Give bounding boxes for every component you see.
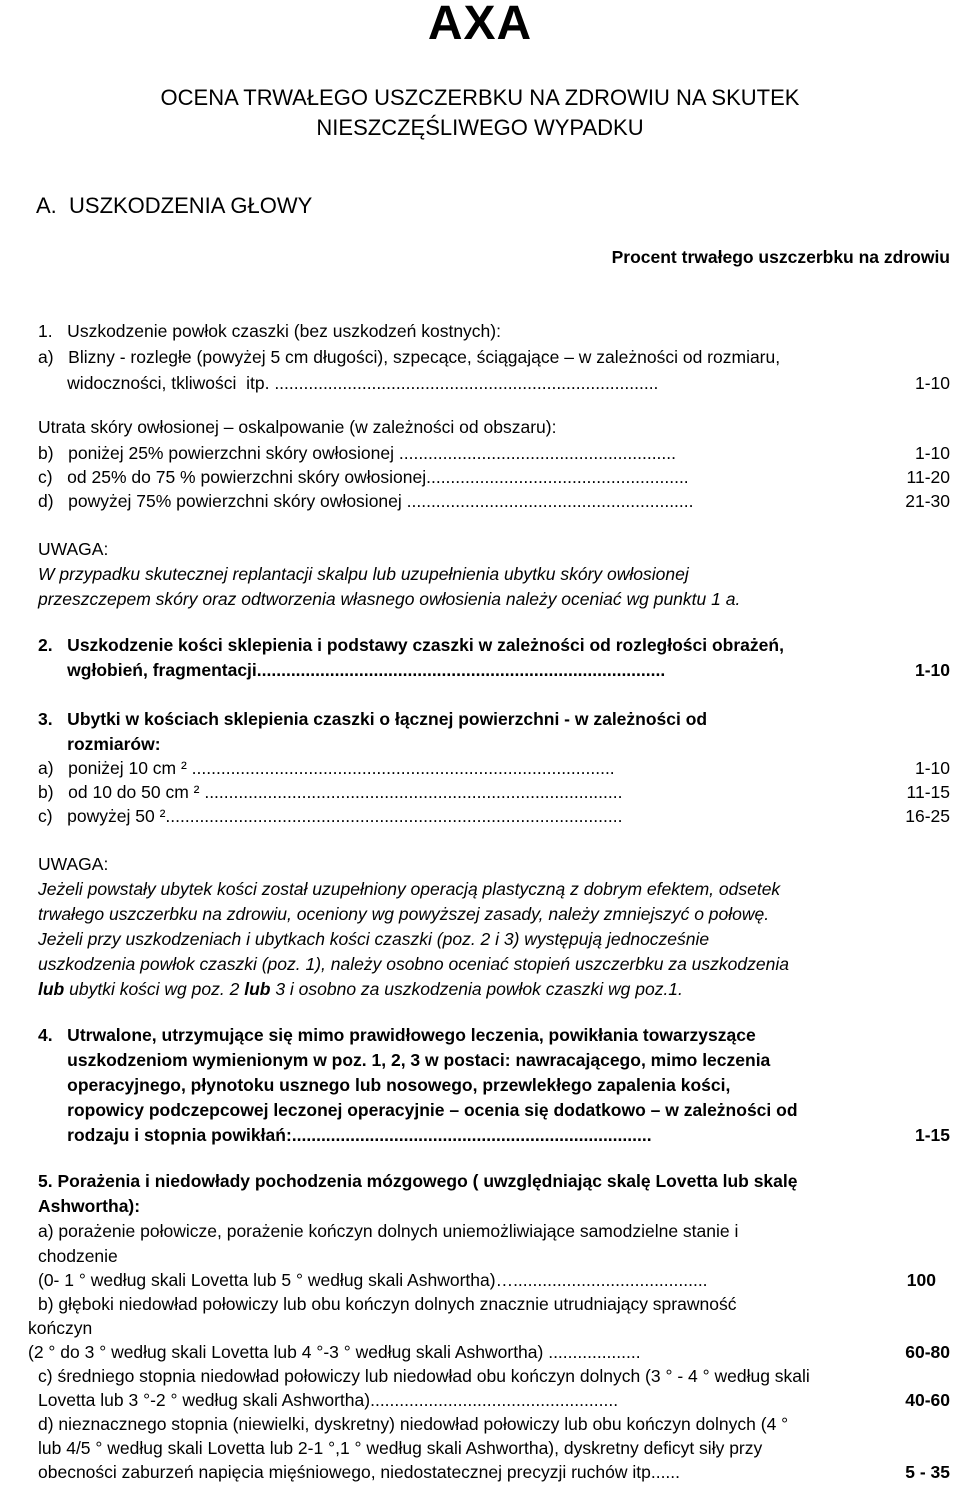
- item5-a-line1: a) porażenie połowicze, porażenie kończyn dolnych uniemożliwiające samodzielne stanie i: [38, 1221, 739, 1241]
- item1-b-text: b) poniżej 25% powierzchni skóry owłosionej .........................................................: [38, 443, 677, 463]
- item5-c-value: 40-60: [905, 1390, 950, 1410]
- section-a-title: A. USZKODZENIA GŁOWY: [36, 193, 313, 218]
- item3-line1: 3. Ubytki w kościach sklepienia czaszki o łącznej powierzchni - w zależności od: [38, 709, 708, 729]
- item4-line3: operacyjnego, płynotoku usznego lub nosowego, przewlekłego zapalenia kości,: [38, 1075, 731, 1095]
- document-title-line1: OCENA TRWAŁEGO USZCZERBKU NA ZDROWIU NA SKUTEK: [160, 85, 800, 110]
- note-lub-1: lub: [38, 979, 65, 999]
- item3-note-label: UWAGA:: [38, 854, 109, 874]
- item3-line2: rozmiarów:: [38, 734, 161, 754]
- item3-c-text: c) powyżej 50 ²..............................................................................................: [38, 806, 623, 826]
- item3-a-text: a) poniżej 10 cm ² .......................................................................................: [38, 758, 615, 778]
- item5-d-value: 5 - 35: [905, 1462, 950, 1482]
- item1-note-line2: przeszczepem skóry oraz odtworzenia własnego owłosienia należy oceniać wg punktu 1 a.: [38, 589, 741, 609]
- item1-a-line1: a) Blizny - rozległe (powyżej 5 cm długości), szpecące, ściągające – w zależności od rozmiaru,: [38, 347, 781, 367]
- item3-note-line4: uszkodzenia powłok czaszki (poz. 1), należy osobno oceniać stopień uszczerbku za uszkodzenia: [38, 954, 789, 974]
- item5-c-line2: Lovetta lub 3 °-2 ° według skali Ashwortha)...................................................: [38, 1390, 619, 1410]
- item1-d-value: 21-30: [905, 491, 950, 511]
- item1-c-text: c) od 25% do 75 % powierzchni skóry owłosionej......................................................: [38, 467, 689, 487]
- item2-line2: wgłobień, fragmentacji....................................................................................: [38, 660, 666, 680]
- item4-line2: uszkodzeniom wymienionym w poz. 1, 2, 3 w postaci: nawracającego, mimo leczenia: [38, 1050, 771, 1070]
- axa-logo: AXA: [427, 0, 533, 50]
- item5-b-line1: b) głęboki niedowład połowiczy lub obu kończyn dolnych znacznie utrudniający sprawność: [38, 1294, 737, 1314]
- item3-note-line5: [38, 978, 683, 1000]
- item3-note-line2: trwałego uszczerbku na zdrowiu, oceniony wg powyższej zasady, należy zmniejszyć o połowę.: [38, 904, 770, 924]
- item1-d-text: d) powyżej 75% powierzchni skóry owłosionej ...........................................................: [38, 491, 694, 511]
- item1-note-label: UWAGA:: [38, 539, 109, 559]
- item5-a-value: 100: [906, 1270, 936, 1290]
- item1-a-value: 1-10: [914, 373, 950, 393]
- item5-b-line3: (2 ° do 3 ° według skali Lovetta lub 4 °-3 ° według skali Ashwortha) ...................: [28, 1342, 641, 1362]
- note-lub-2: lub: [244, 979, 271, 999]
- item5-a-line2: chodzenie: [38, 1246, 118, 1266]
- document-title-line2: NIESZCZĘŚLIWEGO WYPADKU: [316, 115, 644, 140]
- note-text-1: ubytki kości wg poz. 2: [64, 979, 245, 999]
- item1-b-value: 1-10: [914, 443, 950, 463]
- column-header: Procent trwałego uszczerbku na zdrowiu: [611, 247, 950, 267]
- item5-c-line1: c) średniego stopnia niedowład połowiczy lub niedowład obu kończyn dolnych (3 ° - 4 ° według skali: [38, 1366, 810, 1386]
- item3-a-value: 1-10: [914, 758, 950, 778]
- item1-scalp-heading: Utrata skóry owłosionej – oskalpowanie (w zależności od obszaru):: [38, 417, 557, 437]
- item3-b-text: b) od 10 do 50 cm ² ......................................................................................: [38, 782, 623, 802]
- item5-a-line3: (0- 1 ° według skali Lovetta lub 5 ° według skali Ashwortha)…........................................: [38, 1270, 708, 1290]
- item4-line4: ropowicy podczepcowej leczonej operacyjnie – ocenia się dodatkowo – w zależności od: [38, 1100, 798, 1120]
- item3-c-value: 16-25: [905, 806, 950, 826]
- item4-value: 1-15: [914, 1125, 950, 1145]
- item5-d-line3: obecności zaburzeń napięcia mięśniowego, niedostatecznej precyzji ruchów itp......: [38, 1462, 681, 1482]
- item2-value: 1-10: [914, 660, 950, 680]
- note-text-2: 3 i osobno za uszkodzenia powłok czaszki wg poz.1.: [270, 979, 683, 999]
- item1-c-value: 11-20: [906, 467, 950, 487]
- item3-note-line3: Jeżeli przy uszkodzeniach i ubytkach kości czaszki (poz. 2 i 3) występują jednocześnie: [38, 929, 710, 949]
- item5-b-line2: kończyn: [28, 1318, 93, 1338]
- item5-d-line2: lub 4/5 ° według skali Lovetta lub 2-1 °,1 ° według skali Ashwortha), dyskretny deficyt siły przy: [38, 1438, 763, 1458]
- item2-line1: 2. Uszkodzenie kości sklepienia i podstawy czaszki w zależności od rozległości obrażeń,: [38, 635, 784, 655]
- item3-b-value: 11-15: [906, 782, 950, 802]
- item5-b-value: 60-80: [905, 1342, 950, 1362]
- item4-line5: rodzaju i stopnia powikłań:..........................................................................: [38, 1125, 652, 1145]
- item5-line1: 5. Porażenia i niedowłady pochodzenia mózgowego ( uwzględniając skalę Lovetta lub skalę: [38, 1171, 798, 1191]
- item4-line1: 4. Utrwalone, utrzymujące się mimo prawidłowego leczenia, powikłania towarzyszące: [38, 1025, 756, 1045]
- item1-heading: 1. Uszkodzenie powłok czaszki (bez uszkodzeń kostnych):: [38, 321, 501, 341]
- item3-note-line1: Jeżeli powstały ubytek kości został uzupełniony operacją plastyczną z dobrym efektem, odsetek: [38, 879, 781, 899]
- item5-line2: Ashwortha):: [38, 1196, 141, 1216]
- item1-note-line1: W przypadku skutecznej replantacji skalpu lub uzupełnienia ubytku skóry owłosionej: [38, 564, 689, 584]
- item5-d-line1: d) nieznacznego stopnia (niewielki, dyskretny) niedowład połowiczy lub obu kończyn dolnych (4 °: [38, 1414, 789, 1434]
- item1-a-line2: widoczności, tkliwości itp. ...............................................................................: [38, 373, 659, 393]
